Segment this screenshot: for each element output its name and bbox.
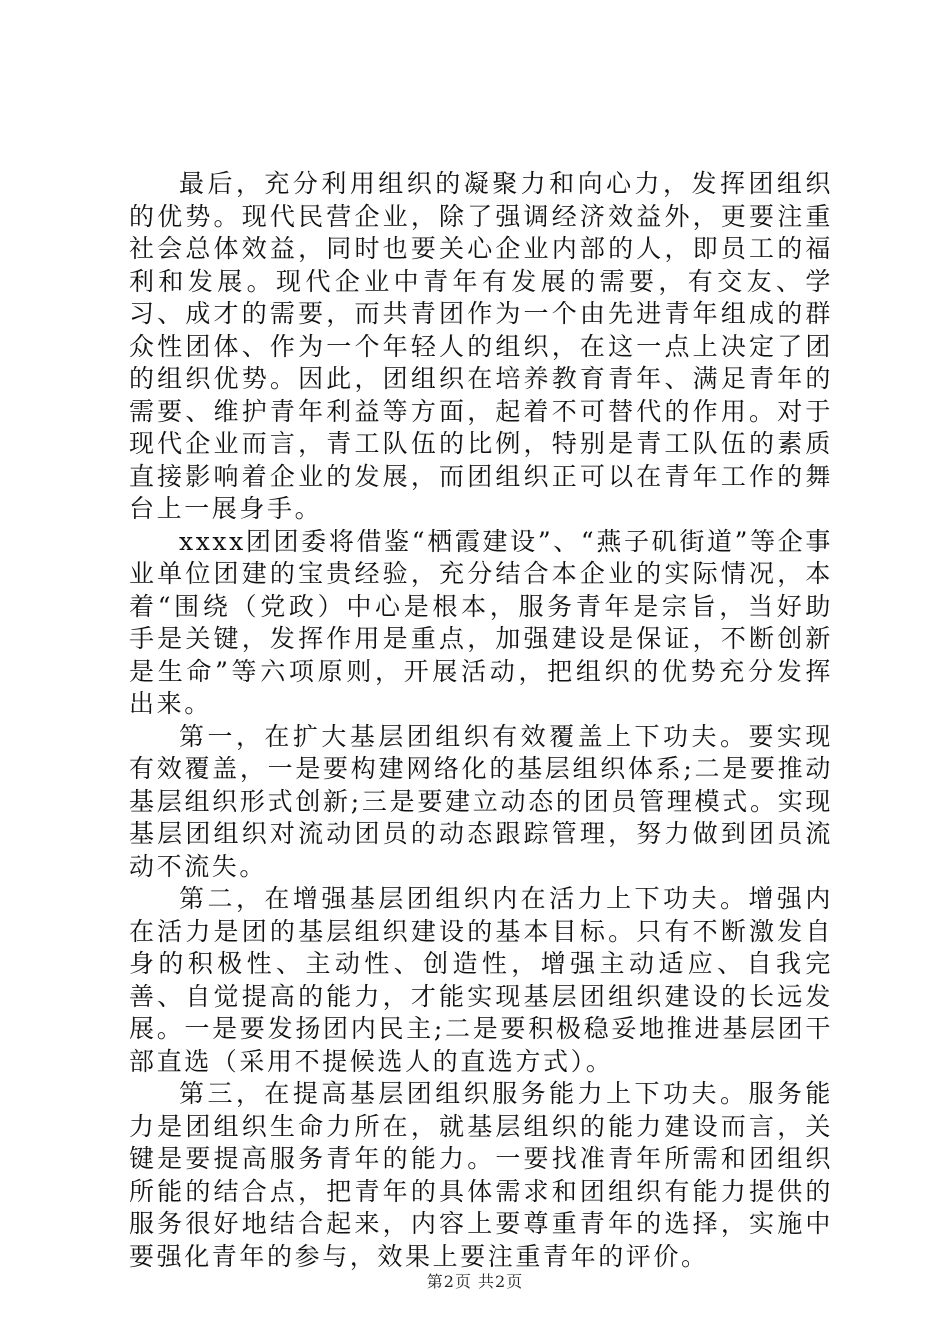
paragraph-first-measure: 第一，在扩大基层团组织有效覆盖上下功夫。要实现有效覆盖，一是要构建网络化的基层组织体系;二是要推动基层组织形式创新;三是要建立动态的团员管理模式。实现基层团组织对流动团员的动态跟踪管理，努力做到团员流动不流失。 bbox=[129, 721, 833, 881]
paragraph-third-measure: 第三，在提高基层团组织服务能力上下功夫。服务能力是团组织生命力所在，就基层组织的能力建设而言，关键是要提高服务青年的能力。一要找准青年所需和团组织所能的结合点，把青年的具体需求和团组织有能力提供的服务很好地结合起来，内容上要尊重青年的选择，实施中要强化青年的参与，效果上要注重青年的评价。 bbox=[129, 1079, 833, 1271]
page-footer: 第2页 共2页 bbox=[426, 1272, 524, 1291]
paragraph-principles: xxxx团团委将借鉴“栖霞建设”、“燕子矶街道”等企事业单位团建的宝贵经验，充分结合本企业的实际情况，本着“围绕（党政）中心是根本，服务青年是宗旨，当好助手是关键，发挥作用是重点，加强建设是保证，不断创新是生命”等六项原则，开展活动，把组织的优势充分发挥出来。 bbox=[129, 526, 833, 718]
document-body bbox=[129, 168, 833, 1273]
paragraph-conclusion: 最后，充分利用组织的凝聚力和向心力，发挥团组织的优势。现代民营企业，除了强调经济效益外，更要注重社会总体效益，同时也要关心企业内部的人，即员工的福利和发展。现代企业中青年有发展的需要，有交友、学习、成才的需要，而共青团作为一个由先进青年组成的群众性团体、作为一个年轻人的组织，在这一点上决定了团的组织优势。因此，团组织在培养教育青年、满足青年的需要、维护青年利益等方面，起着不可替代的作用。对于现代企业而言，青工队伍的比例，特别是青工队伍的素质直接影响着企业的发展，而团组织正可以在青年工作的舞台上一展身手。 bbox=[129, 169, 833, 523]
paragraph-second-measure: 第二，在增强基层团组织内在活力上下功夫。增强内在活力是团的基层组织建设的基本目标。只有不断激发自身的积极性、主动性、创造性，增强主动适应、自我完善、自觉提高的能力，才能实现基层团组织建设的长远发展。一是要发扬团内民主;二是要积极稳妥地推进基层团干部直选（采用不提候选人的直选方式）。 bbox=[129, 884, 833, 1076]
